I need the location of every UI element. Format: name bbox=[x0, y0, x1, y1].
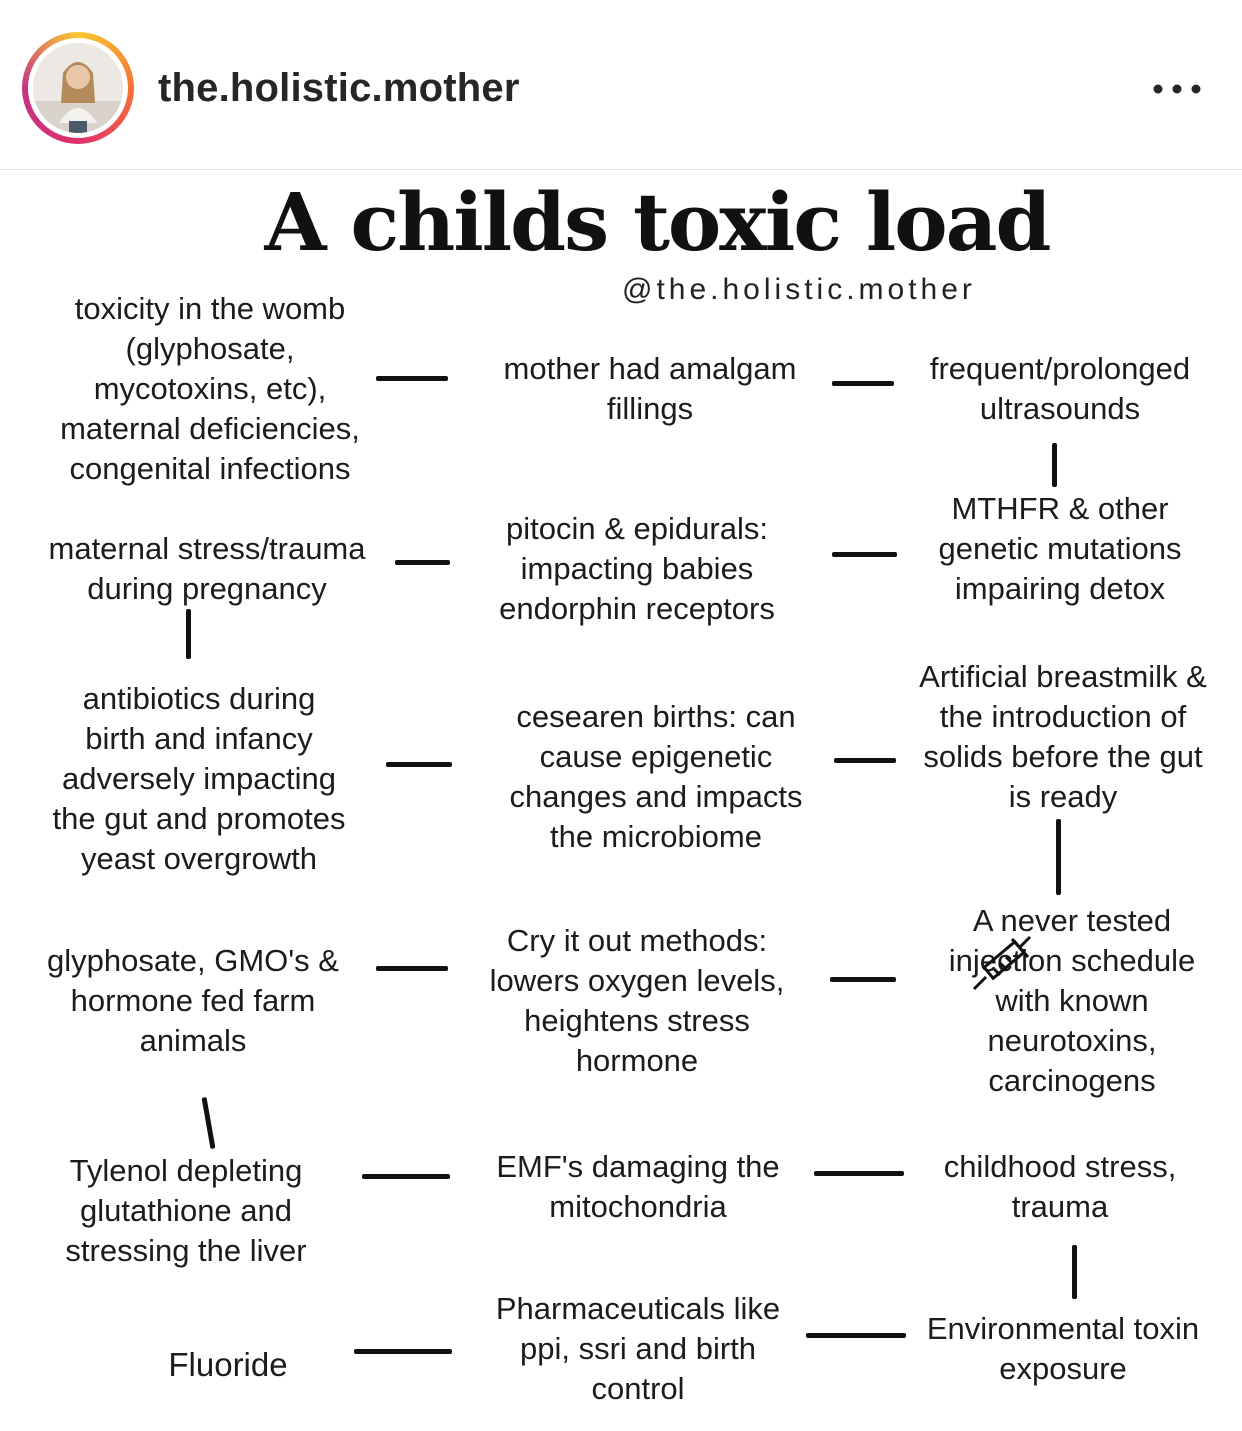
item-maternal-stress: maternal stress/trauma during pregnancy bbox=[48, 531, 366, 606]
connector-line bbox=[376, 376, 448, 381]
item-injection-schedule: A never tested injection schedule with known neurotoxins, carcinogens bbox=[948, 903, 1196, 1098]
connector-line bbox=[362, 1174, 450, 1179]
connector-line bbox=[1072, 1245, 1077, 1299]
item-antibiotics: antibiotics during birth and infancy adversely impacting the gut and promotes yeast overgrowth bbox=[52, 681, 346, 876]
infographic-title: A childs toxic load bbox=[264, 175, 1050, 269]
more-horizontal-icon bbox=[1148, 76, 1206, 102]
connector-line bbox=[832, 381, 894, 386]
avatar-photo bbox=[33, 43, 123, 133]
connector-line bbox=[814, 1171, 904, 1176]
connector-line bbox=[354, 1349, 452, 1354]
item-mthfr: MTHFR & other genetic mutations impairing detox bbox=[938, 491, 1182, 606]
connector-line bbox=[1056, 819, 1061, 895]
item-ultrasounds: frequent/prolonged ultrasounds bbox=[929, 351, 1191, 426]
connector-line bbox=[832, 552, 897, 557]
profile-photo-icon bbox=[33, 43, 123, 133]
more-options-button[interactable] bbox=[1148, 76, 1206, 102]
item-amalgam-fillings: mother had amalgam fillings bbox=[503, 351, 797, 426]
item-pitocin-epidurals: pitocin & epidurals: impacting babies endorphin receptors bbox=[499, 511, 775, 626]
syringe-icon bbox=[966, 935, 1036, 997]
item-cesarean-births: cesearen births: can cause epigenetic changes and impacts the microbiome bbox=[509, 699, 803, 854]
item-pharmaceuticals: Pharmaceuticals like ppi, ssri and birth control bbox=[495, 1291, 781, 1406]
connector-line bbox=[186, 609, 191, 659]
item-environmental-toxin: Environmental toxin exposure bbox=[926, 1311, 1200, 1386]
item-cry-it-out: Cry it out methods: lowers oxygen levels, heightens stress hormone bbox=[489, 923, 785, 1078]
connector-line bbox=[806, 1333, 906, 1338]
connector-line bbox=[834, 758, 896, 763]
infographic-handle: @the.holistic.mother bbox=[622, 273, 976, 306]
username[interactable]: the.holistic.mother bbox=[158, 66, 520, 110]
item-glyphosate-gmo: glyphosate, GMO's & hormone fed farm animals bbox=[47, 943, 339, 1058]
item-tylenol: Tylenol depleting glutathione and stressing the liver bbox=[65, 1153, 307, 1268]
item-emf: EMF's damaging the mitochondria bbox=[496, 1149, 780, 1224]
connector-line bbox=[1052, 443, 1057, 487]
connector-line bbox=[202, 1097, 216, 1149]
post-image bbox=[0, 171, 1242, 1431]
item-fluoride: Fluoride bbox=[168, 1346, 288, 1383]
item-womb-toxicity: toxicity in the womb (glyphosate, mycotoxins, etc), maternal deficiencies, congenital infections bbox=[60, 291, 360, 486]
item-childhood-stress: childhood stress, trauma bbox=[943, 1149, 1177, 1224]
avatar[interactable] bbox=[22, 32, 134, 144]
connector-line bbox=[830, 977, 896, 982]
post-header bbox=[0, 0, 1242, 170]
item-artificial-breastmilk: Artificial breastmilk & the introduction of solids before the gut is ready bbox=[919, 659, 1207, 814]
connector-line bbox=[376, 966, 448, 971]
connector-line bbox=[395, 560, 450, 565]
connector-line bbox=[386, 762, 452, 767]
